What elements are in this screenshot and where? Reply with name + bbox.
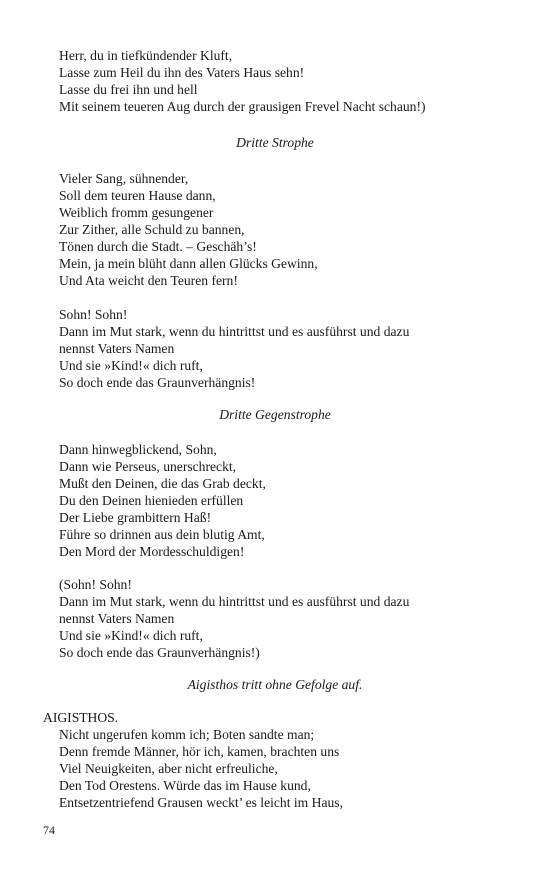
speech-line: Nicht ungerufen komm ich; Boten sandte man; — [59, 727, 315, 742]
page-number: 74 — [43, 823, 55, 837]
verse-line: nennst Vaters Namen — [59, 341, 175, 356]
verse-line: nennst Vaters Namen — [59, 611, 175, 626]
verse-line: Lasse zum Heil du ihn des Vaters Haus sehn! — [59, 65, 305, 80]
verse-line: So doch ende das Graunverhängnis!) — [59, 645, 260, 660]
verse-line: (Sohn! Sohn! — [59, 577, 132, 592]
verse-line: Dann im Mut stark, wenn du hintrittst und es ausführst und dazu — [59, 594, 410, 609]
speaker-name: AIGISTHOS. — [43, 710, 119, 725]
verse-line: Und Ata weicht den Teuren fern! — [59, 273, 238, 288]
verse-line: Mußt den Deinen, die das Grab deckt, — [59, 476, 266, 491]
verse-line: Dann hinwegblickend, Sohn, — [59, 442, 217, 457]
speech-line: Entsetzentriefend Grausen weckt’ es leicht im Haus, — [59, 795, 343, 810]
section-heading: Dritte Strophe — [236, 135, 314, 150]
verse-line: Den Mord der Mordesschuldigen! — [59, 544, 245, 559]
verse-line: Mein, ja mein blüht dann allen Glücks Gewinn, — [59, 256, 318, 271]
speech-line: Denn fremde Männer, hör ich, kamen, brachten uns — [59, 744, 340, 759]
verse-line: Und sie »Kind!« dich ruft, — [59, 358, 203, 373]
verse-line: Der Liebe grambittern Haß! — [59, 510, 212, 525]
verse-line: Dann wie Perseus, unerschreckt, — [59, 459, 237, 474]
speech-line: Viel Neuigkeiten, aber nicht erfreuliche, — [59, 761, 278, 776]
verse-line: Mit seinem teueren Aug durch der grausigen Frevel Nacht schaun!) — [59, 99, 426, 114]
verse-line: Tönen durch die Stadt. – Geschäh’s! — [59, 239, 257, 254]
verse-line: Du den Deinen hienieden erfüllen — [59, 493, 244, 508]
verse-line: Zur Zither, alle Schuld zu bannen, — [59, 222, 245, 237]
verse-line: Dann im Mut stark, wenn du hintrittst und es ausführst und dazu — [59, 324, 410, 339]
verse-line: Herr, du in tiefkündender Kluft, — [59, 48, 233, 63]
verse-line: Soll dem teuren Hause dann, — [59, 188, 216, 203]
verse-line: So doch ende das Graunverhängnis! — [59, 375, 256, 390]
verse-line: Und sie »Kind!« dich ruft, — [59, 628, 203, 643]
verse-line: Lasse du frei ihn und hell — [59, 82, 198, 97]
stage-direction: Aigisthos tritt ohne Gefolge auf. — [187, 677, 363, 692]
verse-line: Führe so drinnen aus dein blutig Amt, — [59, 527, 265, 542]
section-heading: Dritte Gegenstrophe — [219, 407, 331, 422]
verse-line: Vieler Sang, sühnender, — [59, 171, 189, 186]
verse-line: Weiblich fromm gesungener — [59, 205, 214, 220]
verse-line: Sohn! Sohn! — [59, 307, 128, 322]
speech-line: Den Tod Orestens. Würde das im Hause kund, — [59, 778, 311, 793]
